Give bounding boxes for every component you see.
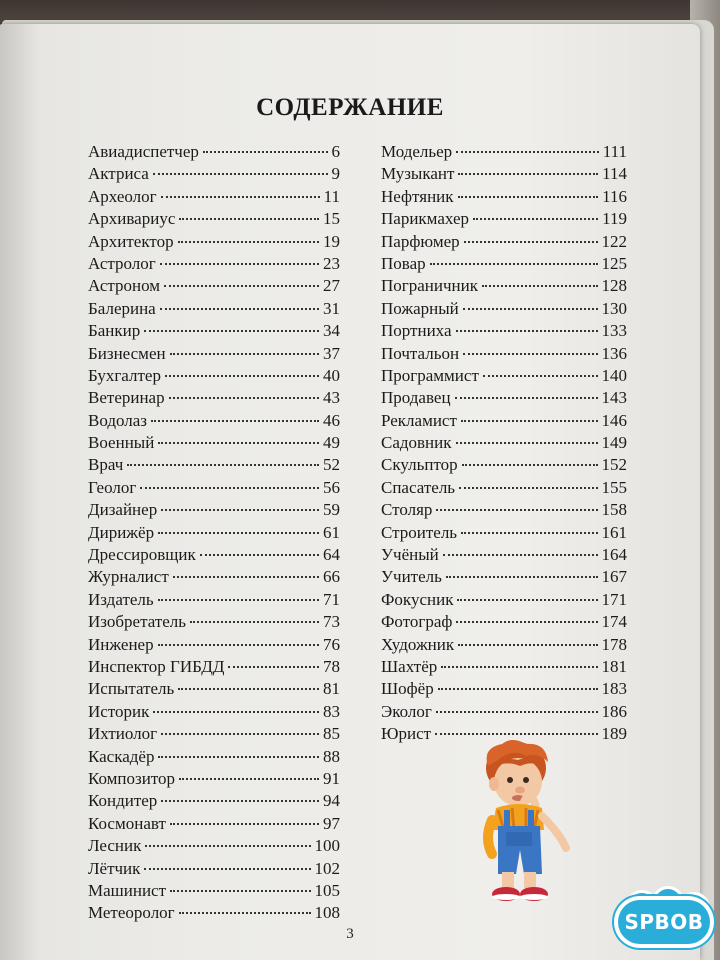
toc-entry: [88, 209, 340, 231]
dot-leader: [178, 688, 319, 690]
dot-leader: [173, 576, 319, 578]
toc-entry-label: Метеоролог: [88, 903, 175, 923]
toc-entry-label: Программист: [381, 365, 479, 385]
toc-entry-label: Учёный: [381, 545, 439, 565]
dot-leader: [160, 263, 319, 265]
toc-entry: [381, 254, 627, 276]
toc-entry: [88, 232, 340, 254]
dot-leader: [430, 263, 598, 265]
toc-entry: [88, 254, 340, 276]
toc-entry-label: Портниха: [381, 321, 452, 341]
toc-entry-page: 52: [323, 455, 340, 475]
dot-leader: [464, 241, 598, 243]
boy-cartoon-icon: [468, 738, 578, 908]
toc-entry-label: Каскадёр: [88, 746, 155, 766]
toc-entry-page: 178: [601, 634, 627, 654]
toc-entry-label: Бухгалтер: [88, 365, 161, 385]
toc-entry-label: Изобретатель: [88, 612, 187, 632]
dot-leader: [161, 196, 320, 198]
toc-entry-page: 186: [601, 701, 627, 721]
toc-entry-label: Архитектор: [88, 231, 174, 251]
dot-leader: [458, 173, 598, 175]
toc-entry: [381, 344, 627, 366]
dot-leader: [179, 778, 319, 780]
dot-leader: [461, 420, 598, 422]
toc-entry-page: 108: [314, 903, 340, 923]
toc-entry-page: 122: [601, 231, 627, 251]
toc-entry: [88, 903, 340, 925]
toc-entry: [381, 142, 627, 164]
toc-entry: [88, 836, 340, 858]
dot-leader: [161, 800, 319, 802]
toc-entry-page: 6: [331, 142, 340, 161]
toc-entry: [381, 366, 627, 388]
toc-title: СОДЕРЖАНИЕ: [256, 94, 444, 121]
toc-entry-page: 97: [323, 813, 340, 833]
toc-entry-label: Ихтиолог: [88, 724, 158, 744]
toc-entry-label: Испытатель: [88, 679, 175, 699]
dot-leader: [170, 823, 319, 825]
toc-entry-page: 136: [601, 343, 627, 363]
toc-entry-page: 125: [601, 253, 627, 273]
dot-leader: [203, 151, 328, 153]
toc-entry-label: Пожарный: [381, 298, 459, 318]
toc-entry: [88, 769, 340, 791]
dot-leader: [441, 666, 597, 668]
toc-entry-page: 15: [323, 209, 340, 229]
dot-leader: [446, 576, 598, 578]
toc-entry: [88, 814, 340, 836]
toc-entry-page: 91: [323, 768, 340, 788]
toc-entry-label: Фотограф: [381, 612, 453, 632]
toc-entry-label: Кондитер: [88, 791, 158, 811]
toc-entry-label: Почтальон: [381, 343, 460, 363]
toc-entry-label: Астроном: [88, 276, 161, 296]
toc-entry-page: 59: [323, 500, 340, 520]
dot-leader: [161, 509, 319, 511]
toc-entry-page: 130: [601, 298, 627, 318]
dot-leader: [158, 442, 319, 444]
toc-entry-page: 167: [601, 567, 627, 587]
toc-entry-label: Дирижёр: [88, 522, 155, 542]
toc-entry-page: 140: [601, 365, 627, 385]
toc-entry-page: 66: [323, 567, 340, 587]
toc-entry-label: Издатель: [88, 589, 154, 609]
dot-leader: [443, 554, 598, 556]
toc-entry-label: Археолог: [88, 186, 157, 206]
toc-entry-page: 181: [601, 656, 627, 676]
dot-leader: [151, 420, 319, 422]
toc-entry-label: Продавец: [381, 388, 451, 408]
toc-entry-page: 100: [314, 836, 340, 856]
toc-entry: [88, 478, 340, 500]
toc-entry-label: Инспектор ГИБДД: [88, 656, 225, 676]
dot-leader: [178, 241, 319, 243]
toc-entry: [88, 164, 340, 186]
dot-leader: [456, 442, 598, 444]
dot-leader: [483, 375, 598, 377]
dot-leader: [456, 330, 598, 332]
toc-entry-label: Дрессировщик: [88, 545, 196, 565]
toc-entry: [381, 500, 627, 522]
book-page: [0, 24, 700, 960]
toc-entry-label: Бизнесмен: [88, 343, 166, 363]
dot-leader: [158, 644, 319, 646]
dot-leader: [153, 711, 319, 713]
toc-entry-page: 23: [323, 253, 340, 273]
toc-entry-page: 76: [323, 634, 340, 654]
toc-entry-label: Эколог: [381, 701, 432, 721]
toc-entry: [88, 299, 340, 321]
dot-leader: [463, 308, 598, 310]
watermark-logo: [612, 888, 716, 952]
toc-entry: [88, 545, 340, 567]
toc-entry-page: 71: [323, 589, 340, 609]
toc-entry: [381, 187, 627, 209]
toc-entry: [381, 321, 627, 343]
toc-entry-label: Фокусник: [381, 589, 454, 609]
toc-entry-page: 64: [323, 545, 340, 565]
toc-entry: [381, 209, 627, 231]
toc-entry: [88, 411, 340, 433]
toc-entry: [88, 635, 340, 657]
toc-entry-page: 11: [323, 186, 340, 206]
dot-leader: [482, 285, 598, 287]
toc-entry-page: 155: [601, 477, 627, 497]
toc-entry-label: Банкир: [88, 321, 141, 341]
toc-entry-label: Военный: [88, 433, 155, 453]
dot-leader: [164, 285, 319, 287]
toc-entry-page: 34: [323, 321, 340, 341]
toc-entry-label: Архивариус: [88, 209, 176, 229]
toc-entry: [381, 635, 627, 657]
toc-entry: [381, 388, 627, 410]
toc-entry-page: 40: [323, 365, 340, 385]
dot-leader: [153, 173, 328, 175]
toc-entry-page: 88: [323, 746, 340, 766]
toc-entry-label: Дизайнер: [88, 500, 158, 520]
dot-leader: [169, 397, 319, 399]
toc-entry-label: Машинист: [88, 880, 167, 900]
dot-leader: [190, 621, 319, 623]
toc-entry-page: 46: [323, 410, 340, 430]
dot-leader: [144, 330, 319, 332]
toc-entry-page: 133: [601, 321, 627, 341]
dot-leader: [127, 464, 319, 466]
toc-entry: [88, 523, 340, 545]
dot-leader: [463, 353, 597, 355]
toc-entry: [88, 187, 340, 209]
toc-entry: [88, 881, 340, 903]
toc-entry-label: Геолог: [88, 477, 137, 497]
toc-left-column: [88, 142, 340, 926]
dot-leader: [144, 868, 310, 870]
toc-entry-label: Нефтяник: [381, 186, 454, 206]
toc-entry-page: 43: [323, 388, 340, 408]
toc-entry: [381, 478, 627, 500]
dot-leader: [473, 218, 598, 220]
toc-entry-label: Пограничник: [381, 276, 478, 296]
toc-entry-page: 85: [323, 724, 340, 744]
page-number: 3: [346, 926, 354, 942]
toc-entry-page: 105: [314, 880, 340, 900]
dot-leader: [462, 464, 598, 466]
toc-entry-page: 49: [323, 433, 340, 453]
toc-entry-label: Столяр: [381, 500, 433, 520]
toc-entry: [381, 299, 627, 321]
toc-entry-label: Парфюмер: [381, 231, 460, 251]
toc-entry-label: Астролог: [88, 253, 156, 273]
toc-entry-page: 102: [314, 858, 340, 878]
toc-entry-label: Актриса: [88, 164, 149, 184]
dot-leader: [170, 890, 310, 892]
toc-entry-label: Историк: [88, 701, 150, 721]
dot-leader: [158, 756, 319, 758]
toc-entry: [381, 523, 627, 545]
toc-entry: [88, 433, 340, 455]
toc-entry-page: 83: [323, 701, 340, 721]
toc-entry: [381, 612, 627, 634]
toc-entry-page: 146: [601, 410, 627, 430]
dot-leader: [140, 487, 319, 489]
toc-entry-page: 143: [601, 388, 627, 408]
dot-leader: [436, 711, 598, 713]
toc-entry-page: 31: [323, 298, 340, 318]
toc-entry: [381, 455, 627, 477]
toc-entry: [88, 500, 340, 522]
toc-entry: [381, 567, 627, 589]
toc-entry: [88, 859, 340, 881]
dot-leader: [179, 218, 319, 220]
toc-entry-page: 164: [601, 545, 627, 565]
toc-entry-page: 37: [323, 343, 340, 363]
dot-leader: [158, 532, 319, 534]
toc-entry-page: 152: [601, 455, 627, 475]
toc-entry-label: Врач: [88, 455, 124, 475]
toc-entry-page: 56: [323, 477, 340, 497]
toc-entry-page: 171: [601, 589, 627, 609]
toc-entry: [88, 612, 340, 634]
toc-entry: [88, 747, 340, 769]
toc-entry: [381, 702, 627, 724]
toc-entry: [381, 276, 627, 298]
toc-entry-label: Авиадиспетчер: [88, 142, 199, 161]
toc-entry-page: 116: [602, 186, 627, 206]
toc-entry-label: Художник: [381, 634, 455, 654]
dot-leader: [435, 733, 597, 735]
watermark-text: SPBOB: [624, 910, 704, 934]
toc-entry-label: Строитель: [381, 522, 458, 542]
toc-entry-label: Лётчик: [88, 858, 141, 878]
toc-entry: [88, 724, 340, 746]
dot-leader: [165, 375, 319, 377]
toc-entry-page: 111: [602, 142, 627, 161]
dot-leader: [458, 196, 599, 198]
toc-entry-page: 114: [602, 164, 627, 184]
toc-entry-page: 128: [601, 276, 627, 296]
toc-entry-page: 9: [331, 164, 340, 184]
dot-leader: [438, 688, 598, 690]
toc-entry-page: 19: [323, 231, 340, 251]
toc-entry: [381, 590, 627, 612]
toc-entry-label: Шахтёр: [381, 656, 438, 676]
toc-entry: [88, 344, 340, 366]
dot-leader: [436, 509, 597, 511]
toc-entry-page: 119: [602, 209, 627, 229]
toc-entry-label: Журналист: [88, 567, 169, 587]
toc-entry-label: Спасатель: [381, 477, 456, 497]
toc-entry-page: 81: [323, 679, 340, 699]
dot-leader: [458, 644, 597, 646]
dot-leader: [461, 532, 597, 534]
toc-entry: [88, 590, 340, 612]
toc-entry: [88, 142, 340, 164]
toc-entry-label: Водолаз: [88, 410, 148, 430]
toc-entry-page: 27: [323, 276, 340, 296]
toc-entry-label: Парикмахер: [381, 209, 469, 229]
dot-leader: [158, 599, 319, 601]
toc-entry: [381, 164, 627, 186]
toc-entry-page: 61: [323, 522, 340, 542]
toc-entry: [381, 232, 627, 254]
dot-leader: [228, 666, 319, 668]
toc-entry-label: Рекламист: [381, 410, 457, 430]
toc-entry: [88, 455, 340, 477]
toc-right-column: [381, 142, 627, 747]
toc-entry-label: Модельер: [381, 142, 453, 161]
toc-entry-page: 78: [323, 656, 340, 676]
toc-entry: [88, 366, 340, 388]
dot-leader: [200, 554, 319, 556]
toc-entry-label: Скульптор: [381, 455, 458, 475]
toc-entry-label: Балерина: [88, 298, 156, 318]
toc-entry: [88, 388, 340, 410]
toc-entry: [381, 657, 627, 679]
toc-entry-label: Ветеринар: [88, 388, 165, 408]
dot-leader: [161, 733, 319, 735]
toc-entry-page: 149: [601, 433, 627, 453]
toc-entry-label: Композитор: [88, 768, 176, 788]
dot-leader: [455, 397, 598, 399]
dot-leader: [459, 487, 597, 489]
dot-leader: [456, 621, 597, 623]
toc-entry: [88, 276, 340, 298]
toc-entry-page: 158: [601, 500, 627, 520]
dot-leader: [457, 599, 597, 601]
dot-leader: [145, 845, 310, 847]
toc-entry: [381, 679, 627, 701]
toc-entry: [88, 679, 340, 701]
toc-entry: [381, 433, 627, 455]
dot-leader: [160, 308, 319, 310]
toc-entry-page: 73: [323, 612, 340, 632]
dot-leader: [170, 353, 319, 355]
toc-entry-label: Инженер: [88, 634, 154, 654]
toc-entry: [88, 567, 340, 589]
toc-entry: [88, 657, 340, 679]
toc-entry-page: 183: [601, 679, 627, 699]
toc-entry: [88, 321, 340, 343]
toc-entry: [88, 791, 340, 813]
toc-entry-label: Юрист: [381, 724, 432, 744]
toc-entry-label: Лесник: [88, 836, 142, 856]
toc-entry-label: Музыкант: [381, 164, 455, 184]
toc-entry: [381, 545, 627, 567]
toc-entry-label: Повар: [381, 253, 426, 273]
toc-entry-page: 161: [601, 522, 627, 542]
toc-entry: [88, 702, 340, 724]
dot-leader: [456, 151, 599, 153]
toc-entry-label: Шофёр: [381, 679, 434, 699]
toc-entry-page: 94: [323, 791, 340, 811]
dot-leader: [179, 912, 311, 914]
toc-entry-label: Учитель: [381, 567, 442, 587]
toc-entry: [381, 411, 627, 433]
toc-entry-page: 189: [601, 724, 627, 744]
toc-entry-label: Космонавт: [88, 813, 166, 833]
toc-entry-label: Садовник: [381, 433, 452, 453]
toc-entry-page: 174: [601, 612, 627, 632]
